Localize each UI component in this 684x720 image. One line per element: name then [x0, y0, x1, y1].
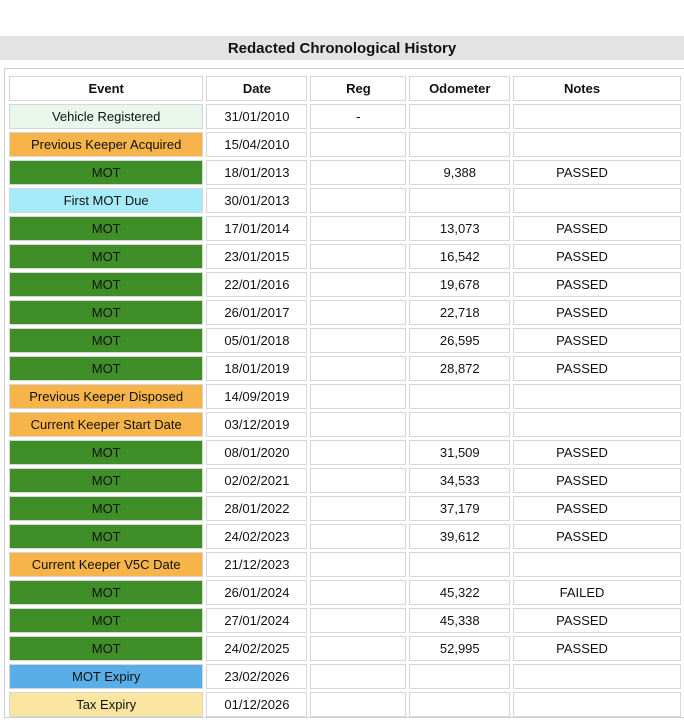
notes-cell: FAILED	[513, 580, 681, 605]
event-cell: MOT	[9, 496, 203, 521]
table-row	[9, 188, 681, 213]
table-row	[9, 496, 681, 521]
odometer-cell: 31,509	[409, 440, 510, 465]
table-row	[9, 356, 681, 381]
table-row	[9, 244, 681, 269]
reg-cell	[310, 188, 406, 213]
reg-cell	[310, 384, 406, 409]
notes-cell: PASSED	[513, 608, 681, 633]
notes-cell	[513, 552, 681, 577]
header-notes: Notes	[513, 76, 681, 101]
date-cell: 18/01/2019	[206, 356, 307, 381]
odometer-cell	[409, 412, 510, 437]
table-row	[9, 440, 681, 465]
notes-cell	[513, 188, 681, 213]
table-row	[9, 160, 681, 185]
event-cell: MOT	[9, 300, 203, 325]
odometer-cell: 45,322	[409, 580, 510, 605]
odometer-cell	[409, 692, 510, 717]
odometer-cell: 52,995	[409, 636, 510, 661]
table-row	[9, 384, 681, 409]
event-cell: MOT	[9, 244, 203, 269]
date-cell: 05/01/2018	[206, 328, 307, 353]
reg-cell	[310, 552, 406, 577]
table-row	[9, 216, 681, 241]
odometer-cell: 19,678	[409, 272, 510, 297]
odometer-cell: 9,388	[409, 160, 510, 185]
odometer-cell: 39,612	[409, 524, 510, 549]
odometer-cell	[409, 104, 510, 129]
header-reg: Reg	[310, 76, 406, 101]
reg-cell	[310, 580, 406, 605]
reg-cell: -	[310, 104, 406, 129]
notes-cell: PASSED	[513, 244, 681, 269]
table-row	[9, 272, 681, 297]
notes-cell: PASSED	[513, 300, 681, 325]
event-cell: MOT	[9, 216, 203, 241]
date-cell: 02/02/2021	[206, 468, 307, 493]
reg-cell	[310, 496, 406, 521]
reg-cell	[310, 636, 406, 661]
table-row	[9, 300, 681, 325]
event-cell: MOT	[9, 608, 203, 633]
odometer-cell	[409, 384, 510, 409]
date-cell: 31/01/2010	[206, 104, 307, 129]
notes-cell: PASSED	[513, 636, 681, 661]
date-cell: 22/01/2016	[206, 272, 307, 297]
reg-cell	[310, 356, 406, 381]
notes-cell: PASSED	[513, 160, 681, 185]
notes-cell	[513, 104, 681, 129]
table-row	[9, 692, 681, 717]
event-cell: Previous Keeper Acquired	[9, 132, 203, 157]
event-cell: MOT	[9, 328, 203, 353]
header-odometer: Odometer	[409, 76, 510, 101]
event-cell: Previous Keeper Disposed	[9, 384, 203, 409]
event-cell: MOT	[9, 524, 203, 549]
notes-cell: PASSED	[513, 356, 681, 381]
odometer-cell: 13,073	[409, 216, 510, 241]
table-row	[9, 468, 681, 493]
reg-cell	[310, 328, 406, 353]
date-cell: 14/09/2019	[206, 384, 307, 409]
event-cell: MOT	[9, 440, 203, 465]
notes-cell: PASSED	[513, 272, 681, 297]
notes-cell	[513, 692, 681, 717]
table-row	[9, 104, 681, 129]
odometer-cell	[409, 188, 510, 213]
reg-cell	[310, 132, 406, 157]
table-row	[9, 636, 681, 661]
notes-cell	[513, 412, 681, 437]
event-cell: MOT	[9, 272, 203, 297]
reg-cell	[310, 608, 406, 633]
event-cell: MOT	[9, 468, 203, 493]
page-title: Redacted Chronological History	[0, 36, 684, 60]
notes-cell: PASSED	[513, 496, 681, 521]
event-cell: MOT	[9, 160, 203, 185]
event-cell: MOT	[9, 636, 203, 661]
table-row	[9, 412, 681, 437]
notes-cell: PASSED	[513, 524, 681, 549]
event-cell: MOT	[9, 580, 203, 605]
reg-cell	[310, 272, 406, 297]
notes-cell: PASSED	[513, 440, 681, 465]
reg-cell	[310, 440, 406, 465]
notes-cell	[513, 132, 681, 157]
odometer-cell: 26,595	[409, 328, 510, 353]
table-row	[9, 132, 681, 157]
date-cell: 26/01/2024	[206, 580, 307, 605]
date-cell: 30/01/2013	[206, 188, 307, 213]
history-rows	[9, 104, 681, 717]
reg-cell	[310, 412, 406, 437]
notes-cell: PASSED	[513, 468, 681, 493]
notes-cell: PASSED	[513, 328, 681, 353]
date-cell: 23/01/2015	[206, 244, 307, 269]
date-cell: 23/02/2026	[206, 664, 307, 689]
odometer-cell: 37,179	[409, 496, 510, 521]
notes-cell: PASSED	[513, 216, 681, 241]
notes-cell	[513, 664, 681, 689]
odometer-cell: 22,718	[409, 300, 510, 325]
odometer-cell: 45,338	[409, 608, 510, 633]
table-row	[9, 608, 681, 633]
odometer-cell	[409, 552, 510, 577]
date-cell: 03/12/2019	[206, 412, 307, 437]
reg-cell	[310, 300, 406, 325]
odometer-cell	[409, 132, 510, 157]
event-cell: Current Keeper V5C Date	[9, 552, 203, 577]
history-table-container	[4, 68, 684, 718]
table-row	[9, 664, 681, 689]
odometer-cell: 28,872	[409, 356, 510, 381]
reg-cell	[310, 468, 406, 493]
header-row	[9, 76, 681, 101]
header-date: Date	[206, 76, 307, 101]
event-cell: Vehicle Registered	[9, 104, 203, 129]
date-cell: 08/01/2020	[206, 440, 307, 465]
event-cell: First MOT Due	[9, 188, 203, 213]
event-cell: MOT Expiry	[9, 664, 203, 689]
date-cell: 15/04/2010	[206, 132, 307, 157]
table-row	[9, 580, 681, 605]
reg-cell	[310, 524, 406, 549]
odometer-cell: 16,542	[409, 244, 510, 269]
table-row	[9, 552, 681, 577]
date-cell: 28/01/2022	[206, 496, 307, 521]
date-cell: 26/01/2017	[206, 300, 307, 325]
reg-cell	[310, 160, 406, 185]
table-row	[9, 524, 681, 549]
date-cell: 24/02/2023	[206, 524, 307, 549]
reg-cell	[310, 216, 406, 241]
date-cell: 18/01/2013	[206, 160, 307, 185]
date-cell: 24/02/2025	[206, 636, 307, 661]
table-row	[9, 328, 681, 353]
odometer-cell	[409, 664, 510, 689]
reg-cell	[310, 664, 406, 689]
event-cell: Current Keeper Start Date	[9, 412, 203, 437]
date-cell: 01/12/2026	[206, 692, 307, 717]
reg-cell	[310, 692, 406, 717]
history-table	[6, 73, 684, 718]
event-cell: MOT	[9, 356, 203, 381]
event-cell: Tax Expiry	[9, 692, 203, 717]
header-event: Event	[9, 76, 203, 101]
date-cell: 21/12/2023	[206, 552, 307, 577]
notes-cell	[513, 384, 681, 409]
date-cell: 27/01/2024	[206, 608, 307, 633]
odometer-cell: 34,533	[409, 468, 510, 493]
date-cell: 17/01/2014	[206, 216, 307, 241]
reg-cell	[310, 244, 406, 269]
